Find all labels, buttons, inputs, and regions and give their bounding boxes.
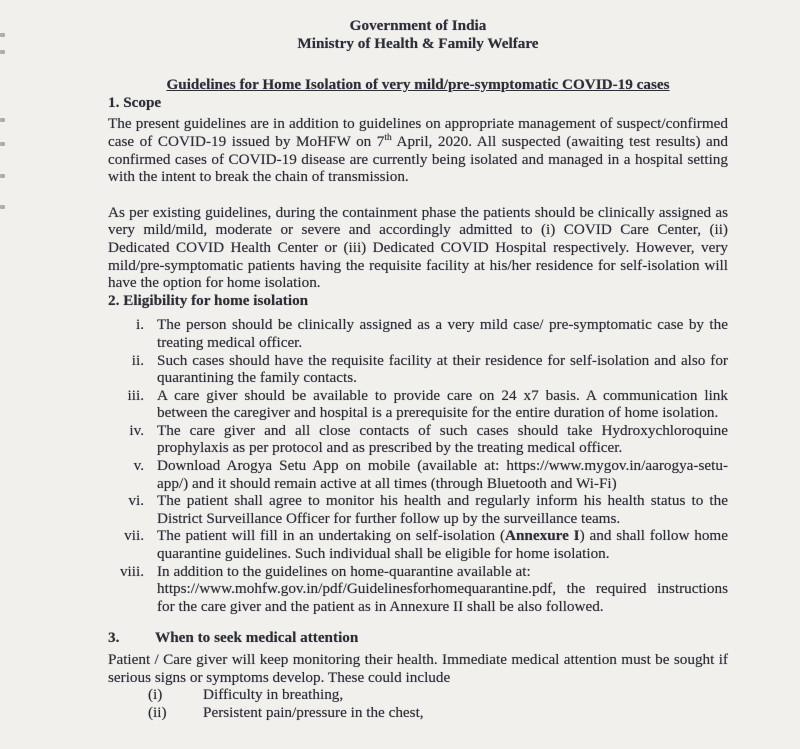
scope-paragraph-1: The present guidelines are in addition to guidelines on appropriate management of suspect/confirmed case of COVID-19 issued by MoHFW on 7th April, 2020. All suspected (awaiting test results) and confirmed cases of COVID-19 disease are currently being isolated and managed in a hospital setting with the intent to break the chain of transmission. [108,115,728,186]
document-title: Guidelines for Home Isolation of very mild/pre-symptomatic COVID-19 cases [166,76,670,94]
section-2-heading: 2. Eligibility for home isolation [108,291,309,309]
list-number: vi. [128,492,144,510]
section-3-title: When to seek medical attention [155,629,359,647]
section-1-heading: 1. Scope [108,93,162,111]
list-text: Such cases should have the requisite facility at their residence for self-isolation and also for quarantining the family contacts. [157,351,728,387]
scan-artifacts [0,0,8,749]
list-text-line1: In addition to the guidelines on home-quarantine available at: [157,562,531,580]
symptom-text: Persistent pain/pressure in the chest, [203,703,424,721]
list-text: Download Arogya Setu App on mobile (available at: https://www.mygov.in/aarogya-setu-app/) and it should remain active at all times (through Bluetooth and Wi-Fi) [157,457,728,492]
symptom-item [108,686,728,704]
annexure-1-reference: Annexure I [505,527,580,545]
superscript-th: th [384,132,392,143]
list-number: iii. [127,386,144,404]
list-item [108,563,728,616]
list-item [108,316,728,351]
scope-paragraph-2: As per existing guidelines, during the containment phase the patients should be clinically assigned as very mild/mild, moderate or severe and accordingly admitted to (i) COVID Care Center, (ii) Dedicated COVID Health Center or (iii) Dedicated COVID Hospital respectively. However, very mild/pre-symptomatic patients having the requisite facility at his/her residence for self-isolation will have the option for home isolation. [108,203,728,292]
list-number: iv. [129,421,144,439]
section-3-heading [108,629,728,647]
list-text: The patient shall agree to monitor his health and regularly inform his health status to the District Surveillance Officer for further follow up by the surveillance teams. [157,492,728,527]
monitoring-paragraph: Patient / Care giver will keep monitoring their health. Immediate medical attention must be sought if serious signs or symptoms develop. These could include [108,651,728,686]
list-item [108,422,728,457]
list-item [108,527,728,562]
org-name: Government of India [349,17,487,34]
list-number: viii. [119,562,144,580]
list-text: The patient will fill in an undertaking on self-isolation (Annexure I) and shall follow home quarantine guidelines. Such individual shall be eligible for home isolation. [157,527,728,563]
list-text: A care giver should be available to provide care on 24 x7 basis. A communication link between the caregiver and hospital is a prerequisite for the entire duration of home isolation. [157,386,728,422]
ministry-name: Ministry of Health & Family Welfare [297,34,539,52]
symptom-item [108,704,728,722]
list-item [108,492,728,527]
list-number: v. [133,457,144,475]
list-item [108,387,728,422]
eligibility-list [108,316,728,615]
list-number: i. [135,316,144,334]
symptom-list [108,686,728,721]
list-item [108,457,728,492]
url-text: https://www.mohfw.gov.in/pdf/Guidelinesforhomequarantine.pdf, the required instructions for the care giver and the patient as in Annexure II shall be also followed. [157,580,728,615]
list-number: ii. [131,351,144,369]
list-text: The care giver and all close contacts of such cases should take Hydroxychloroquine prophylaxis as per protocol and as prescribed by the treating medical officer. [157,421,728,457]
section-3-number: 3. [108,629,120,647]
document-header [108,0,728,52]
list-number: vii. [124,527,144,545]
symptom-text: Difficulty in breathing, [203,686,344,704]
list-text: The person should be clinically assigned as a very mild case/ pre-symptomatic case by the treating medical officer. [157,316,728,351]
list-item [108,352,728,387]
symptom-number: (ii) [148,703,167,721]
list-text [157,563,728,616]
symptom-number: (i) [148,686,163,704]
